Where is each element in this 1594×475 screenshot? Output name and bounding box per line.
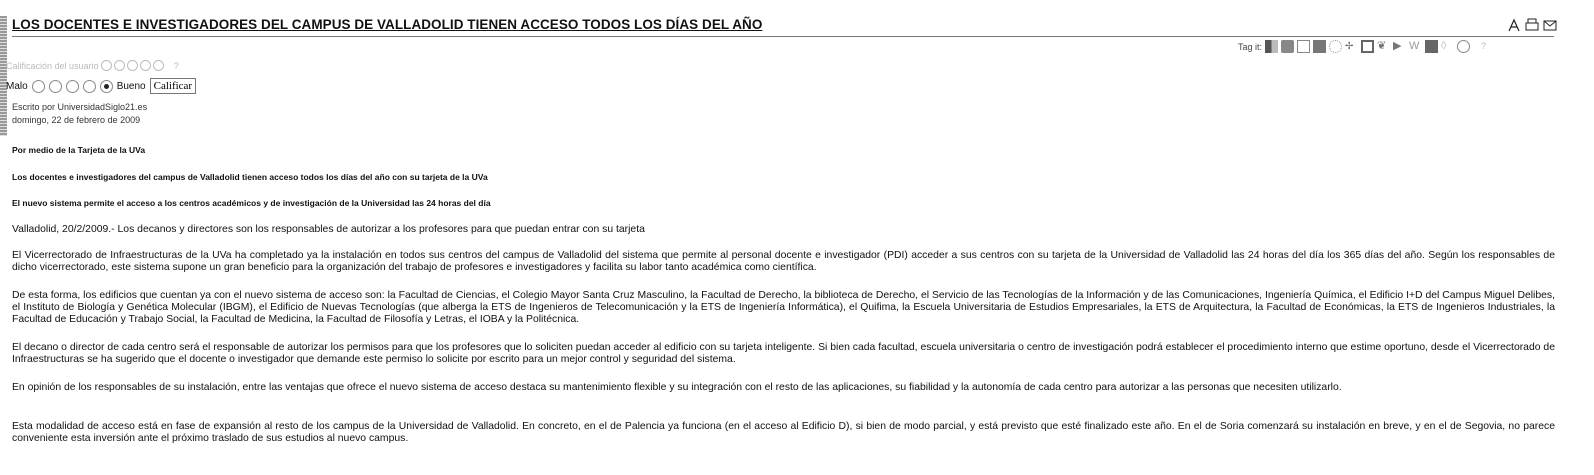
email-icon[interactable] — [1542, 17, 1558, 33]
vote-radio-3[interactable] — [66, 80, 79, 93]
print-icon[interactable] — [1524, 17, 1540, 33]
social-bookmarks — [1238, 40, 1494, 53]
ask-icon[interactable]: ◊ — [1441, 40, 1447, 52]
rating-star-icon — [127, 60, 138, 71]
paragraph-4: El decano o director de cada centro será el responsable de autorizar los permisos para que los profesores que lo soliciten puedan acceder al edificio con su tarjeta inteligente. Si bien cada facultad, escuela universitaria o centro de investigación podrá establecer el procedimiento interno que estime oportuno, desde el Vicerrectorado de Infraestructuras se ha sugerido que el docente o investigador que demande este permiso lo solicite por escrito para un mejor control y seguridad del sistema. — [12, 342, 1555, 366]
user-rating — [6, 60, 179, 71]
vote-radio-1[interactable] — [32, 80, 45, 93]
newsvine-icon[interactable]: ❦ — [1377, 40, 1387, 52]
left-scroll-edge — [0, 16, 7, 136]
paragraph-2: El Vicerrectorado de Infraestructuras de la UVa ha completado ya la instalación en todos sus centros del campus de Valladolid del sistema que permite al personal docente e investigador (PDI) acceder a sus centros con su tarjeta de la Universidad de Valladolid las 24 horas del día los 365 días del año. Según los responsables de dicho vicerrectorado, este sistema supone un gran beneficio para la organización del trabajo de profesores e investigadores y facilita su labor tanto académica como científica. — [12, 250, 1555, 274]
paragraph-6: Esta modalidad de acceso está en fase de expansión al resto de los campus de la Universidad de Valladolid. En concreto, en el de Palencia ya funciona (en el acceso al Edificio D), si bien de modo parcial, y está previsto que esté finalizado este año. En el de Soria comenzará su instalación en breve, y en el de Segovia, no parece conveniente esta inversión ante el próximo traslado de sus estudios al nuevo campus. — [12, 421, 1555, 445]
article-title[interactable]: LOS DOCENTES E INVESTIGADORES DEL CAMPUS DE VALLADOLID TIENEN ACCESO TODOS LOS DÍAS DEL AÑO — [12, 17, 763, 32]
paragraph-1: Valladolid, 20/2/2009.- Los decanos y directores son los responsables de autorizar a los profesores para que puedan entrar con su tarjeta — [12, 224, 645, 235]
help-icon[interactable]: ? — [1481, 41, 1487, 51]
rating-star-icon — [153, 60, 164, 71]
user-rating-label: Calificación del usuario — [6, 60, 99, 71]
tag-label: Tag it: — [1238, 41, 1263, 52]
article-meta — [12, 101, 147, 127]
furl-icon[interactable] — [1313, 40, 1326, 53]
vote-form — [6, 78, 196, 94]
rate-button[interactable]: Calificar — [150, 78, 196, 94]
vote-radio-2[interactable] — [49, 80, 62, 93]
article-header — [12, 14, 1554, 37]
reddit-icon[interactable] — [1297, 40, 1310, 53]
rating-star-icon — [114, 60, 125, 71]
live-icon[interactable] — [1457, 40, 1470, 53]
paragraph-3: De esta forma, los edificios que cuentan ya con el nuevo sistema de acceso son: la Facultad de Ciencias, el Colegio Mayor Santa Cruz Masculino, la Facultad de Derecho, la biblioteca de Derecho, el Servicio de las Tecnologías de la Información y de las Comunicaciones, Ingeniería Química, el Edificio I+D del Campus Miguel Delibes, el Instituto de Biología y Genética Molecular (IBGM), el Edificio de Nuevas Tecnologías (que alberga la ETS de Ingenieros de Telecomunicación y la ETS de Ingeniería Informática), el Quifima, la Escuela Universitaria de Estudios Empresariales, la ETS de Arquitectura, la Facultad de Económicas, la ETS de Ingenieros Industriales, la Facultad de Educación y Trabajo Social, la Facultad de Medicina, la Facultad de Filosofía y Letras, el IOBA y la Politécnica. — [12, 290, 1555, 326]
rating-star-icon — [101, 60, 112, 71]
date: domingo, 22 de febrero de 2009 — [12, 115, 141, 125]
vote-radio-4[interactable] — [83, 80, 96, 93]
vote-bad-label: Malo — [6, 80, 28, 92]
yahoo-icon[interactable]: W — [1409, 40, 1420, 52]
digg-icon[interactable] — [1281, 40, 1294, 53]
delicious-icon[interactable] — [1265, 40, 1278, 53]
vote-radio-5[interactable] — [100, 80, 113, 93]
lead-2: Los docentes e investigadores del campus de Valladolid tienen acceso todos los días del año con su tarjeta de la UVa — [12, 172, 488, 182]
lead-1: Por medio de la Tarjeta de la UVa — [12, 145, 146, 155]
vote-good-label: Bueno — [116, 80, 146, 92]
lead-3: El nuevo sistema permite el acceso a los centros académicos y de investigación de la Universidad las 24 horas del día — [12, 198, 491, 208]
author: Escrito por UniversidadSiglo21.es — [12, 102, 148, 112]
rating-help-icon[interactable]: ? — [173, 60, 179, 71]
rating-star-icon — [140, 60, 151, 71]
blinklist-icon[interactable] — [1361, 40, 1374, 53]
feed-icon[interactable]: ▶ — [1393, 40, 1402, 52]
paragraph-5: En opinión de los responsables de su instalación, entre las ventajas que ofrece el nuevo sistema de acceso destaca su mantenimiento flexible y su integración con el resto de las aplicaciones, su fiabilidad y la autonomía de cada centro para autorizar a las personas que necesiten utilizarlo. — [12, 382, 1342, 393]
google-icon[interactable] — [1425, 40, 1438, 53]
stumbleupon-icon[interactable] — [1329, 40, 1342, 53]
technorati-icon[interactable]: ✢ — [1345, 41, 1354, 52]
article-actions — [1506, 17, 1558, 33]
pdf-icon[interactable] — [1506, 17, 1522, 33]
